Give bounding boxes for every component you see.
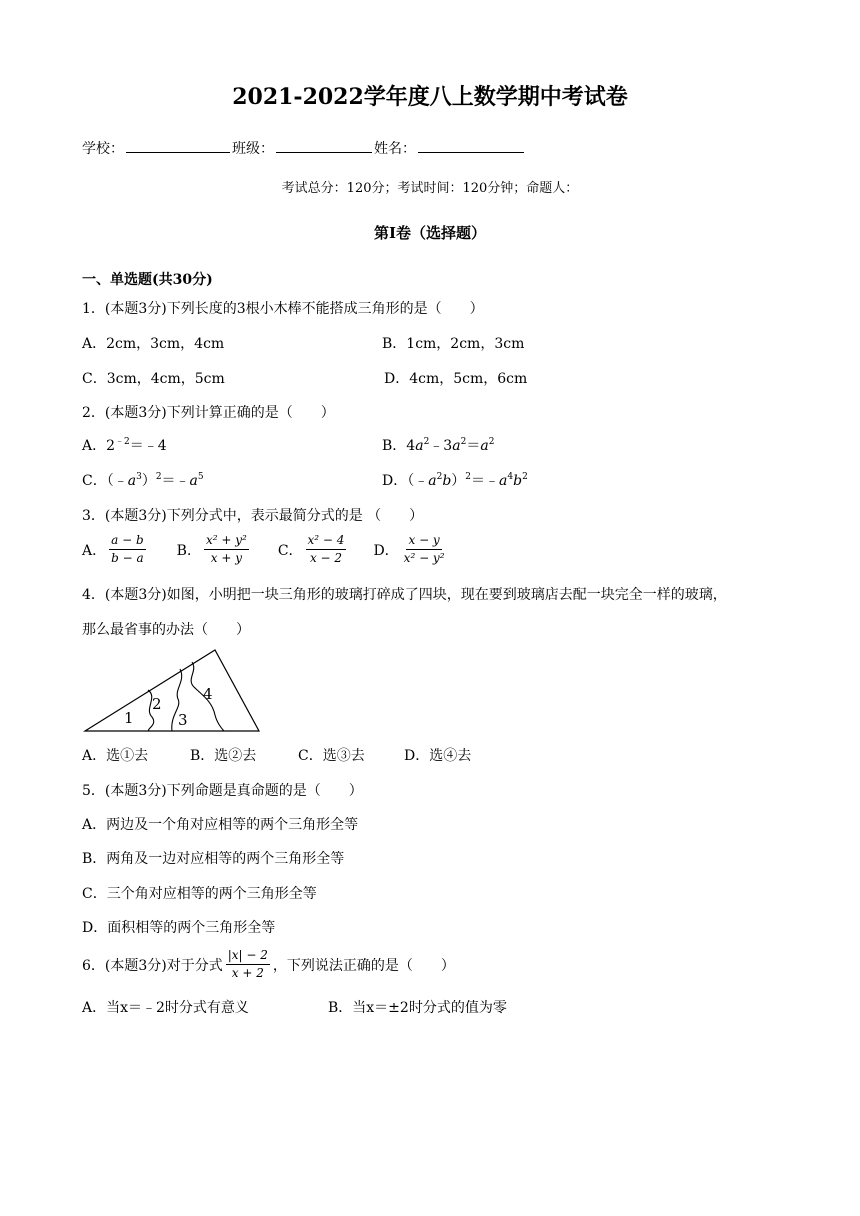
q3-option-b-label: B． <box>176 542 201 559</box>
q6-fraction: $\frac{|x| - 2}{x + 2}$ <box>227 948 268 980</box>
q5-option-a: A．两边及一个角对应相等的两个三角形全等 <box>82 817 359 833</box>
q4-option-c: C．选③去 <box>298 748 365 764</box>
q6-option-a: A．当x＝﹣2时分式有意义 <box>82 1000 249 1016</box>
q3-option-d-fraction: $\frac{x - y}{\text{x² − y²}}$ <box>403 533 445 565</box>
q6-option-b: B．当x＝±2时分式的值为零 <box>328 1000 507 1016</box>
school-label: 学校： <box>82 141 124 157</box>
figure-label-3: 3 <box>178 711 188 729</box>
question-3-stem: 3．(本题3分)下列分式中，表示最简分式的是 （ ） <box>82 508 424 524</box>
broken-glass-triangle-figure <box>82 645 262 735</box>
question-5-stem: 5．(本题3分)下列命题是真命题的是（ ） <box>82 783 363 799</box>
q2-option-b: B．$4a^2﹣3a^2=a^2$ <box>382 437 495 454</box>
q6-stem-prefix: 6．(本题3分)对于分式 <box>82 957 223 974</box>
q4-option-b: B．选②去 <box>190 748 257 764</box>
q3-options-row <box>82 533 450 566</box>
q2-option-a: A．$2^{﹣2}=﹣4$ <box>82 437 167 454</box>
name-blank <box>418 140 524 153</box>
q3-option-c-fraction: $\frac{\text{x² − 4}}{x - 2}$ <box>307 533 345 565</box>
q5-option-c: C．三个角对应相等的两个三角形全等 <box>82 886 317 902</box>
question-4-stem-line2: 那么最省事的办法（ ） <box>82 622 250 638</box>
name-label: 姓名： <box>374 141 416 157</box>
figure-label-2: 2 <box>152 695 162 713</box>
figure-label-4: 4 <box>203 685 213 703</box>
part-title: 第Ⅰ卷（选择题） <box>373 224 487 242</box>
q1-option-d: D．4cm，5cm，6cm <box>384 371 528 387</box>
q2-option-d: D．$(﹣a^2b)^2=﹣a^4b^2$ <box>382 472 528 489</box>
class-blank <box>276 140 372 153</box>
q3-option-a-label: A． <box>82 542 107 559</box>
q1-option-a: A．2cm，3cm，4cm <box>82 336 225 352</box>
class-label: 班级： <box>232 141 274 157</box>
q3-option-b-fraction: $\frac{\text{x² + y²}}{x + y}$ <box>205 533 247 565</box>
section-title: 一、单选题(共30分) <box>82 272 213 288</box>
q4-option-d: D．选④去 <box>404 748 472 764</box>
q3-option-a-fraction: $\frac{a - b}{b - a}$ <box>111 533 144 565</box>
q2-option-c: C．$(﹣a^3)^2=﹣a^5$ <box>82 472 204 489</box>
q1-option-c: C．3cm，4cm，5cm <box>82 371 225 387</box>
exam-meta: 考试总分：120分；考试时间：120分钟；命题人： <box>281 181 579 196</box>
q3-option-d-label: D． <box>373 542 399 559</box>
q4-option-a: A．选①去 <box>82 748 149 764</box>
q5-option-b: B．两角及一边对应相等的两个三角形全等 <box>82 851 345 867</box>
question-6-stem <box>82 948 455 981</box>
q5-option-d: D．面积相等的两个三角形全等 <box>82 920 276 936</box>
q6-stem-suffix: ，下列说法正确的是（ ） <box>272 957 455 974</box>
q3-option-c-label: C． <box>277 542 303 559</box>
question-2-stem: 2．(本题3分)下列计算正确的是（ ） <box>82 405 335 421</box>
student-info-line <box>82 138 526 158</box>
question-4-stem-line1: 4．(本题3分)如图，小明把一块三角形的玻璃打碎成了四块，现在要到玻璃店去配一块完全一样的玻璃， <box>82 587 727 603</box>
figure-label-1: 1 <box>124 709 134 727</box>
q1-option-b: B．1cm，2cm，3cm <box>382 336 525 352</box>
exam-title: 2021-2022学年度八上数学期中考试卷 <box>232 84 628 110</box>
question-1-stem: 1．(本题3分)下列长度的3根小木棒不能搭成三角形的是（ ） <box>82 301 484 317</box>
school-blank <box>126 140 230 153</box>
